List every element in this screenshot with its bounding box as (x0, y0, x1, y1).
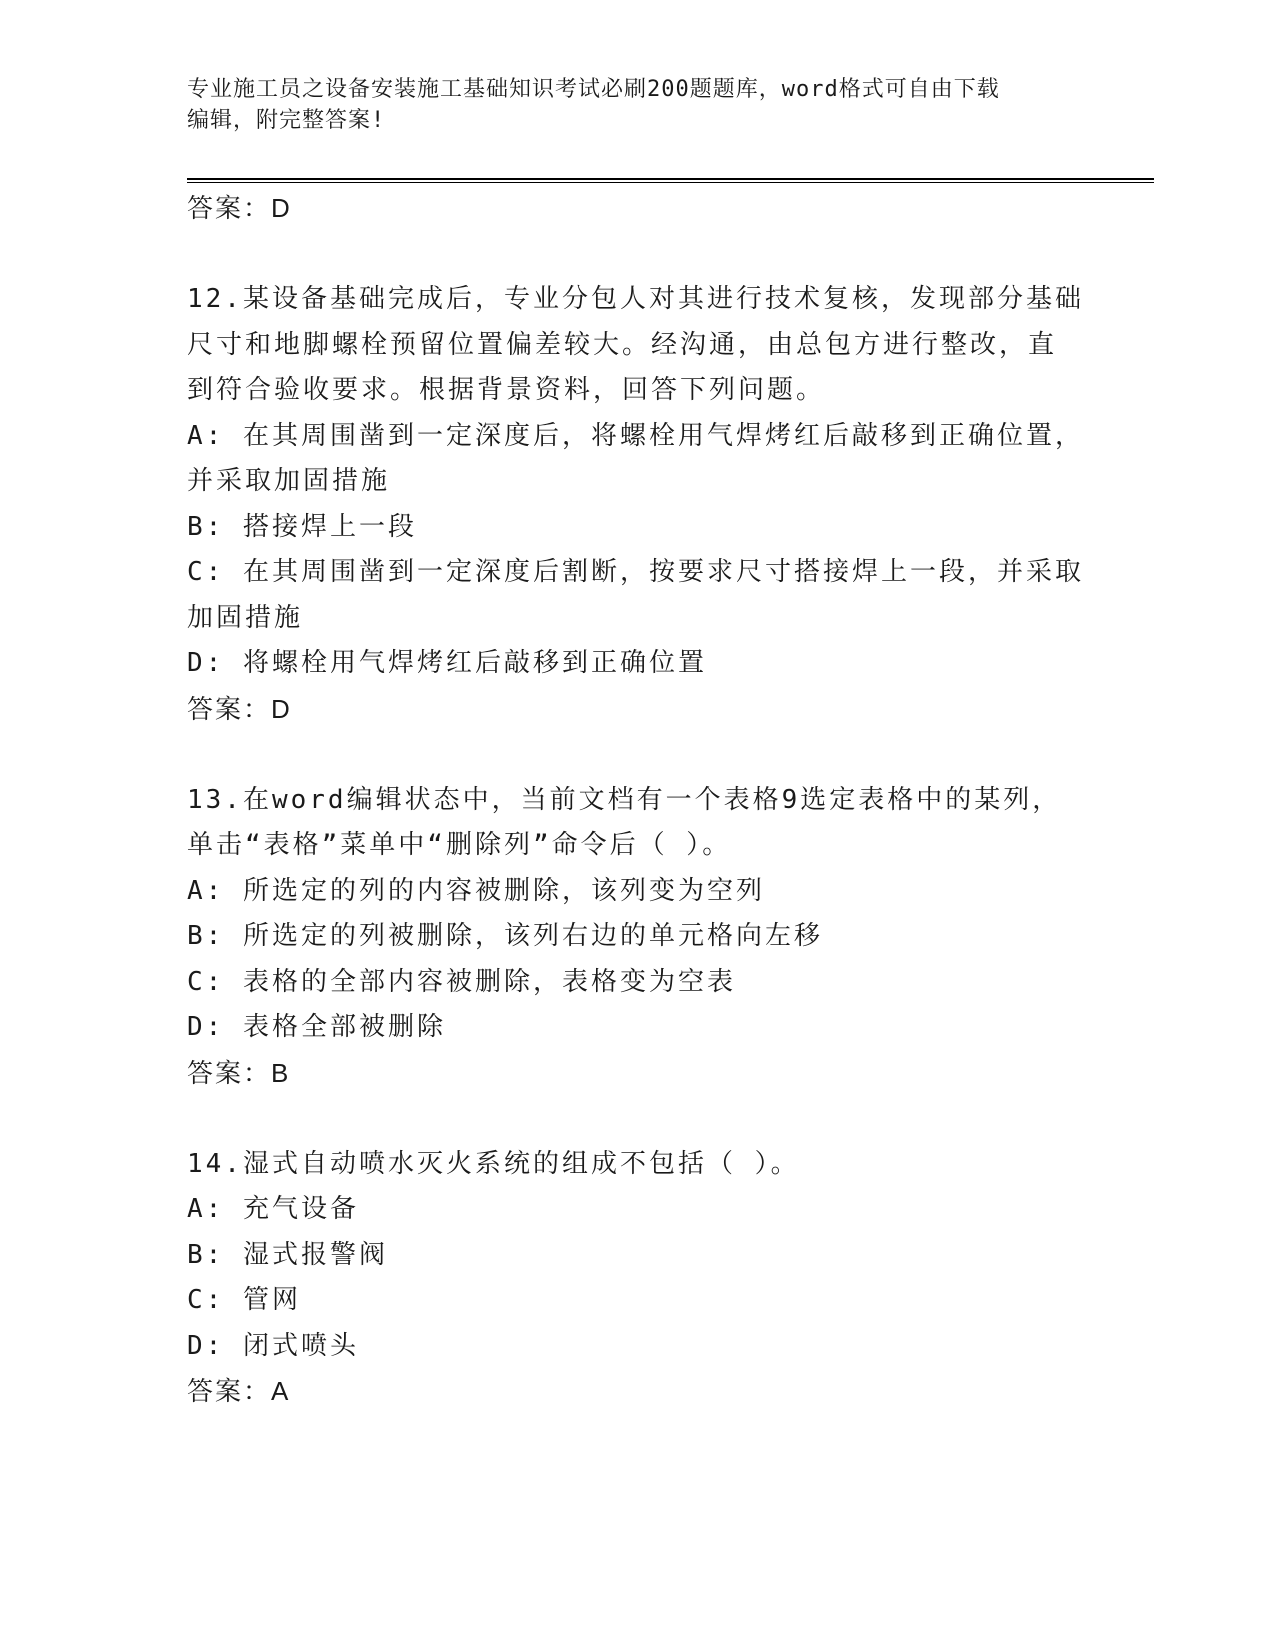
page-header (187, 74, 1067, 136)
question-stem-line: 到符合验收要求。根据背景资料，回答下列问题。 (187, 375, 826, 405)
question-stem-line: 14.湿式自动喷水灭火系统的组成不包括（ ）。 (187, 1148, 800, 1179)
header-divider-thin (187, 182, 1154, 183)
spacer (187, 1096, 1087, 1142)
option-d: D: 表格全部被删除 (187, 1012, 446, 1042)
spacer (187, 232, 1087, 278)
option-c: C: 表格的全部内容被删除，表格变为空表 (187, 966, 736, 997)
header-title-line-2: 编辑，附完整答案! (187, 108, 386, 133)
previous-answer: 答案：D (187, 193, 292, 223)
question-stem-line: 尺寸和地脚螺栓预留位置偏差较大。经沟通，由总包方进行整改，直 (187, 329, 1058, 360)
question-stem-line: 单击“表格”菜单中“删除列”命令后（ ）。 (187, 830, 732, 860)
question-stem-line: 12.某设备基础完成后，专业分包人对其进行技术复核，发现部分基础 (187, 284, 1084, 314)
option-a: A: 在其周围凿到一定深度后，将螺栓用气焊烤红后敲移到正确位置， (187, 420, 1084, 451)
answer: 答案：A (187, 1376, 291, 1406)
option-a: A: 所选定的列的内容被删除，该列变为空列 (187, 875, 765, 906)
spacer (187, 732, 1087, 778)
answer: 答案：B (187, 1057, 291, 1088)
option-b: B: 所选定的列被删除，该列右边的单元格向左移 (187, 921, 823, 951)
document-body (187, 186, 1087, 1415)
option-a: A: 充气设备 (187, 1194, 359, 1224)
option-a-continued: 并采取加固措施 (187, 466, 391, 496)
question-13 (187, 778, 1087, 1097)
header-divider (187, 178, 1154, 180)
option-c: C: 管网 (187, 1285, 301, 1315)
option-c: C: 在其周围凿到一定深度后割断，按要求尺寸搭接焊上一段，并采取 (187, 557, 1084, 587)
header-title-line-1: 专业施工员之设备安装施工基础知识考试必刷200题题库，word格式可自由下载 (187, 77, 1000, 102)
answer: 答案：D (187, 693, 292, 724)
question-14 (187, 1142, 1087, 1415)
question-12 (187, 277, 1087, 732)
option-c-continued: 加固措施 (187, 602, 304, 633)
question-stem-line: 13.在word编辑状态中，当前文档有一个表格9选定表格中的某列， (187, 784, 1062, 815)
option-d: D: 闭式喷头 (187, 1330, 359, 1361)
option-b: B: 搭接焊上一段 (187, 511, 417, 542)
option-d: D: 将螺栓用气焊烤红后敲移到正确位置 (187, 648, 707, 678)
option-b: B: 湿式报警阀 (187, 1239, 388, 1270)
